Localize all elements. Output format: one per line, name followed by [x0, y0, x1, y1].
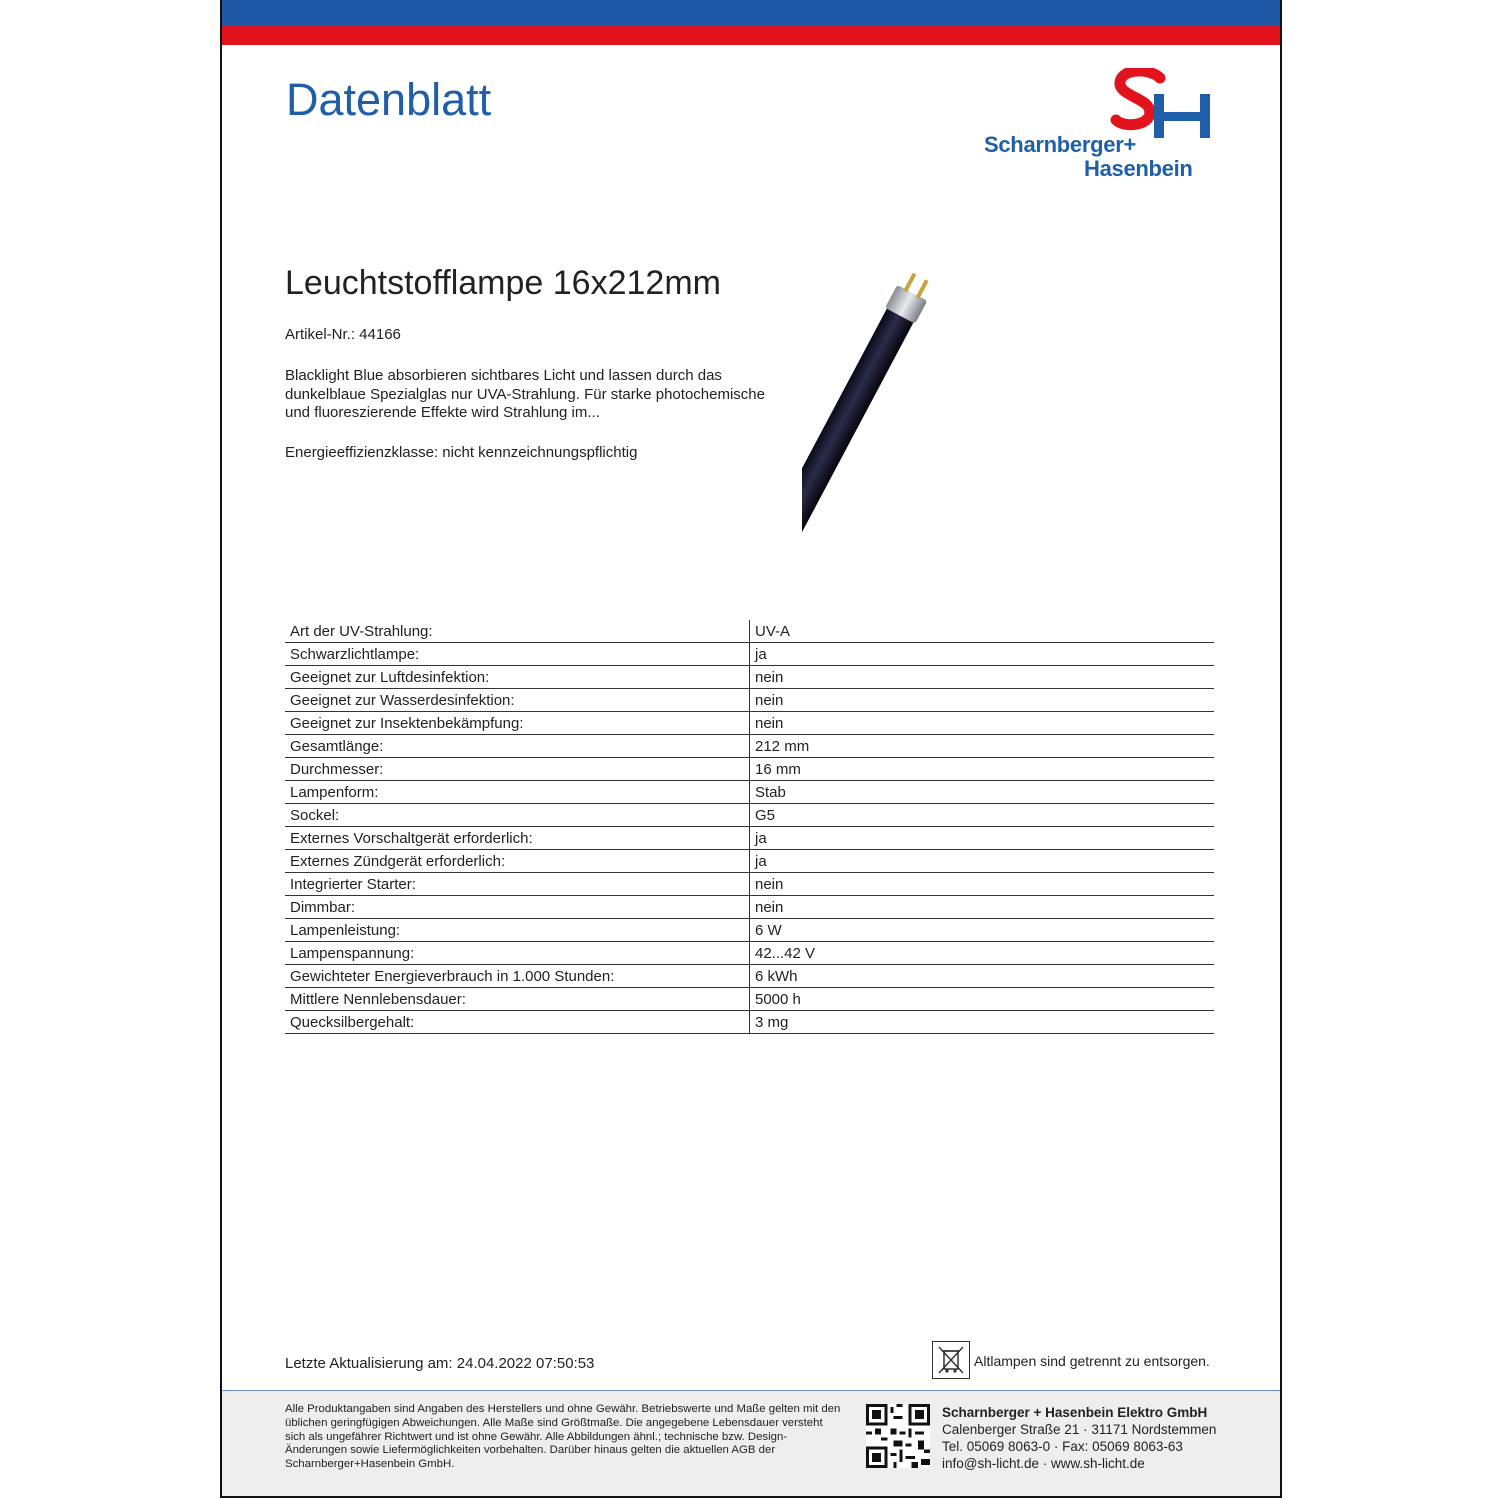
article-number: Artikel-Nr.: 44166 [285, 326, 401, 343]
spec-label: Lampenleistung: [285, 919, 750, 942]
spec-label: Quecksilbergehalt: [285, 1011, 750, 1034]
spec-label: Mittlere Nennlebensdauer: [285, 988, 750, 1011]
legal-disclaimer: Alle Produktangaben sind Angaben des Herstellers und ohne Gewähr. Betriebswerte und Maße gelten mit den üblichen geringfügigen Abweichungen. Alle Maße sind Größtmaße. Die angegebene Lebensdauer versteht sich als ungefährer Richtwert und ist ohne Gewähr. Alle Abbildungen ähnl.; technische bzw. Design-Änderungen sowie Liefermöglichkeiten vorbehalten. Darüber hinaus gelten die aktuellen AGB der Scharnberger+Hasenbein GmbH. [285, 1403, 841, 1471]
spec-label: Art der UV-Strahlung: [285, 620, 750, 643]
table-row [285, 919, 1214, 942]
spec-label: Lampenform: [285, 781, 750, 804]
table-row [285, 827, 1214, 850]
header-blue-band [222, 0, 1280, 25]
table-row [285, 896, 1214, 919]
spec-label: Geeignet zur Insektenbekämpfung: [285, 712, 750, 735]
spec-label: Geeignet zur Wasserdesinfektion: [285, 689, 750, 712]
header-red-band [222, 25, 1280, 45]
company-contact [942, 1404, 1216, 1472]
table-row [285, 620, 1214, 643]
table-row [285, 804, 1214, 827]
spec-label: Externes Zündgerät erforderlich: [285, 850, 750, 873]
disposal-note: Altlampen sind getrennt zu entsorgen. [974, 1353, 1210, 1369]
last-updated: Letzte Aktualisierung am: 24.04.2022 07:50:53 [285, 1355, 595, 1372]
spec-value: ja [750, 643, 1215, 666]
datasheet-page [220, 0, 1282, 1498]
table-row [285, 712, 1214, 735]
spec-value: nein [750, 896, 1215, 919]
company-name: Scharnberger + Hasenbein Elektro GmbH [942, 1405, 1208, 1420]
spec-value: nein [750, 666, 1215, 689]
table-row [285, 689, 1214, 712]
logo-line2: Hasenbein [1084, 156, 1193, 181]
spec-label: Durchmesser: [285, 758, 750, 781]
spec-value: ja [750, 850, 1215, 873]
table-row [285, 850, 1214, 873]
spec-value: 212 mm [750, 735, 1215, 758]
company-web: info@sh-licht.de · www.sh-licht.de [942, 1456, 1145, 1471]
spec-value: nein [750, 712, 1215, 735]
product-title: Leuchtstofflampe 16x212mm [285, 264, 721, 302]
spec-label: Sockel: [285, 804, 750, 827]
spec-value: 5000 h [750, 988, 1215, 1011]
table-row [285, 965, 1214, 988]
table-row [285, 781, 1214, 804]
table-row [285, 873, 1214, 896]
table-row [285, 666, 1214, 689]
footer [222, 1390, 1280, 1497]
table-row [285, 735, 1214, 758]
table-row [285, 988, 1214, 1011]
spec-value: 3 mg [750, 1011, 1215, 1034]
spec-value: Stab [750, 781, 1215, 804]
company-address: Calenberger Straße 21 · 31171 Nordstemmen [942, 1422, 1217, 1437]
energy-class: Energieeffizienzklasse: nicht kennzeichnungspflichtig [285, 444, 638, 461]
spec-label: Integrierter Starter: [285, 873, 750, 896]
spec-value: 16 mm [750, 758, 1215, 781]
spec-value: 42...42 V [750, 942, 1215, 965]
spec-label: Externes Vorschaltgerät erforderlich: [285, 827, 750, 850]
qr-code-icon [866, 1404, 930, 1468]
spec-label: Geeignet zur Luftdesinfektion: [285, 666, 750, 689]
product-image [802, 270, 942, 590]
spec-value: ja [750, 827, 1215, 850]
spec-label: Dimmbar: [285, 896, 750, 919]
spec-value: nein [750, 689, 1215, 712]
product-description: Blacklight Blue absorbieren sichtbares Licht und lassen durch das dunkelblaue Spezialglas nur UVA-Strahlung. Für starke photochemische und fluoreszierende Effekte wird Strahlung im... [285, 367, 765, 421]
table-row [285, 942, 1214, 965]
doc-title: Datenblatt [286, 74, 492, 125]
spec-label: Gewichteter Energieverbrauch in 1.000 Stunden: [285, 965, 750, 988]
spec-value: 6 kWh [750, 965, 1215, 988]
spec-label: Lampenspannung: [285, 942, 750, 965]
spec-value: UV-A [750, 620, 1215, 643]
spec-value: nein [750, 873, 1215, 896]
table-row [285, 758, 1214, 781]
table-row [285, 1011, 1214, 1034]
spec-value: G5 [750, 804, 1215, 827]
specs-table [285, 620, 1214, 1034]
spec-label: Gesamtlänge: [285, 735, 750, 758]
spec-value: 6 W [750, 919, 1215, 942]
sh-logo-icon [982, 68, 1222, 138]
company-logo [982, 68, 1222, 184]
company-phone: Tel. 05069 8063-0 · Fax: 05069 8063-63 [942, 1439, 1183, 1454]
logo-line1: Scharnberger+ [984, 132, 1137, 157]
table-row [285, 643, 1214, 666]
crossed-bin-icon [932, 1341, 970, 1379]
spec-label: Schwarzlichtlampe: [285, 643, 750, 666]
